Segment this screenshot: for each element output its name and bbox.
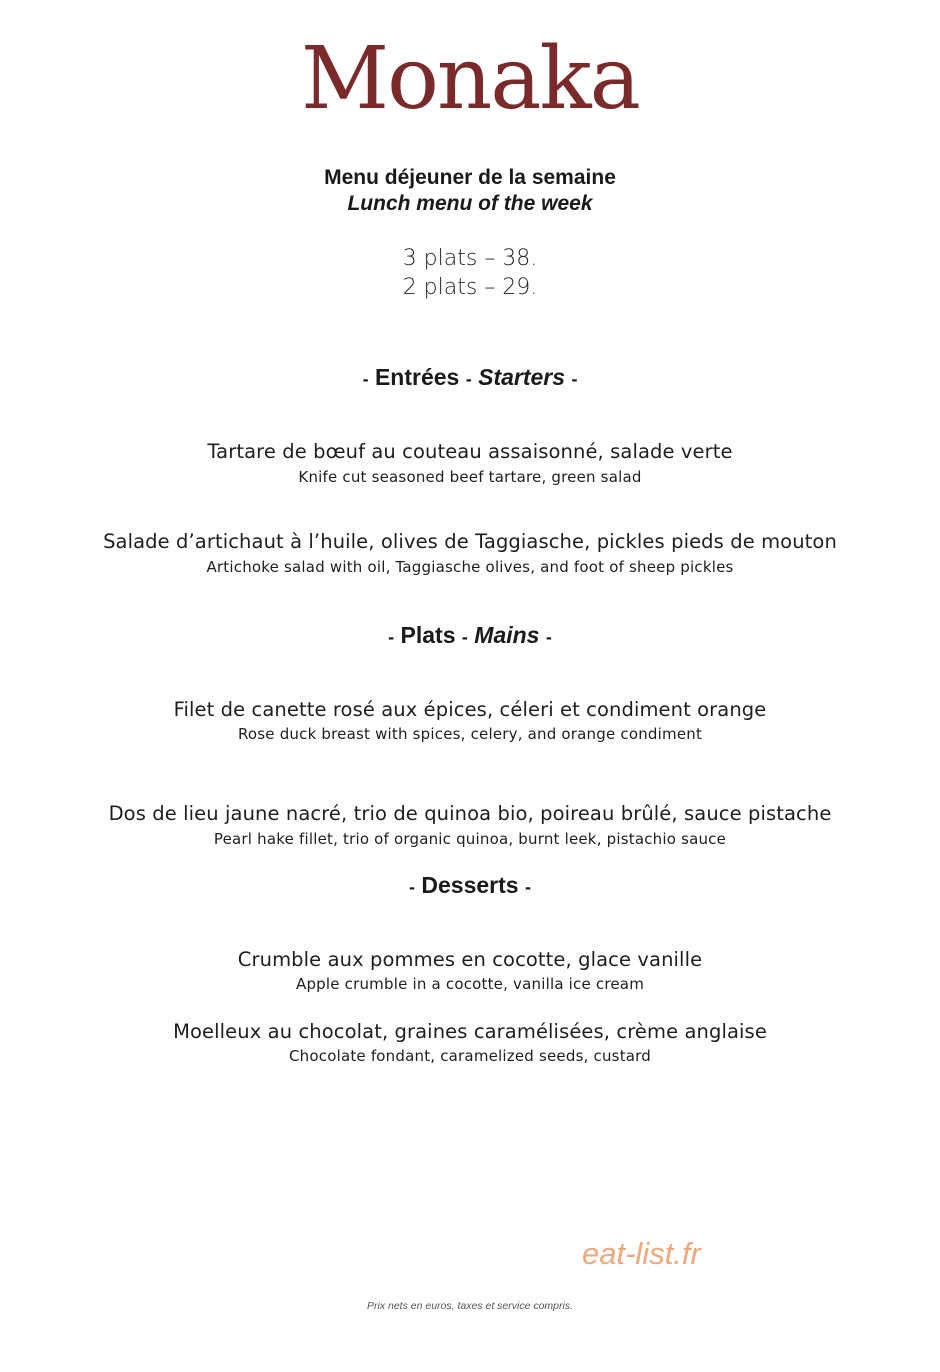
heading-fr: Entrées (374, 364, 460, 390)
dish-name-en: Knife cut seasoned beef tartare, green salad (298, 468, 642, 486)
restaurant-logo: Monaka (301, 29, 639, 129)
heading-dash-mid: - (465, 369, 472, 389)
watermark: eat-list.fr (582, 1236, 701, 1271)
price-footnote: Prix nets en euros, taxes et service compris. (367, 1300, 573, 1312)
dish-name-en: Chocolate fondant, caramelized seeds, custard (289, 1047, 651, 1065)
price-three-courses: 3 plats – 38. (402, 246, 538, 271)
dish-name-fr: Moelleux au chocolat, graines caramélisées, crème anglaise (173, 1020, 767, 1043)
section-heading-mains (0, 622, 940, 649)
heading-fr: Plats (400, 622, 456, 648)
heading-dash-left: - (388, 627, 395, 647)
heading-fr: Desserts (421, 872, 519, 898)
dish-name-en: Artichoke salad with oil, Taggiasche olives, and foot of sheep pickles (206, 558, 734, 576)
menu-title-fr: Menu déjeuner de la semaine (324, 166, 616, 189)
price-two-courses: 2 plats – 29. (402, 275, 538, 300)
section-heading-starters (0, 364, 940, 391)
heading-en: Starters (478, 364, 566, 390)
heading-dash-mid: - (461, 627, 468, 647)
dish-name-fr: Filet de canette rosé aux épices, céleri et condiment orange (173, 698, 767, 721)
heading-dash-right: - (571, 369, 578, 389)
dish-name-en: Rose duck breast with spices, celery, and orange condiment (237, 725, 703, 743)
heading-dash-left: - (409, 877, 416, 897)
dish-name-en: Pearl hake fillet, trio of organic quinoa, burnt leek, pistachio sauce (213, 830, 727, 848)
menu-title-en: Lunch menu of the week (347, 192, 593, 215)
heading-dash-right: - (524, 877, 531, 897)
dish-name-fr: Tartare de bœuf au couteau assaisonné, salade verte (207, 440, 733, 463)
section-heading-desserts (0, 872, 940, 899)
heading-dash-right: - (545, 627, 552, 647)
heading-dash-left: - (362, 369, 369, 389)
dish-name-fr: Salade d’artichaut à l’huile, olives de Taggiasche, pickles pieds de mouton (103, 530, 837, 553)
dish-name-en: Apple crumble in a cocotte, vanilla ice cream (295, 975, 645, 993)
dish-name-fr: Dos de lieu jaune nacré, trio de quinoa bio, poireau brûlé, sauce pistache (108, 802, 832, 825)
heading-en: Mains (474, 622, 540, 648)
dish-name-fr: Crumble aux pommes en cocotte, glace vanille (237, 948, 703, 971)
